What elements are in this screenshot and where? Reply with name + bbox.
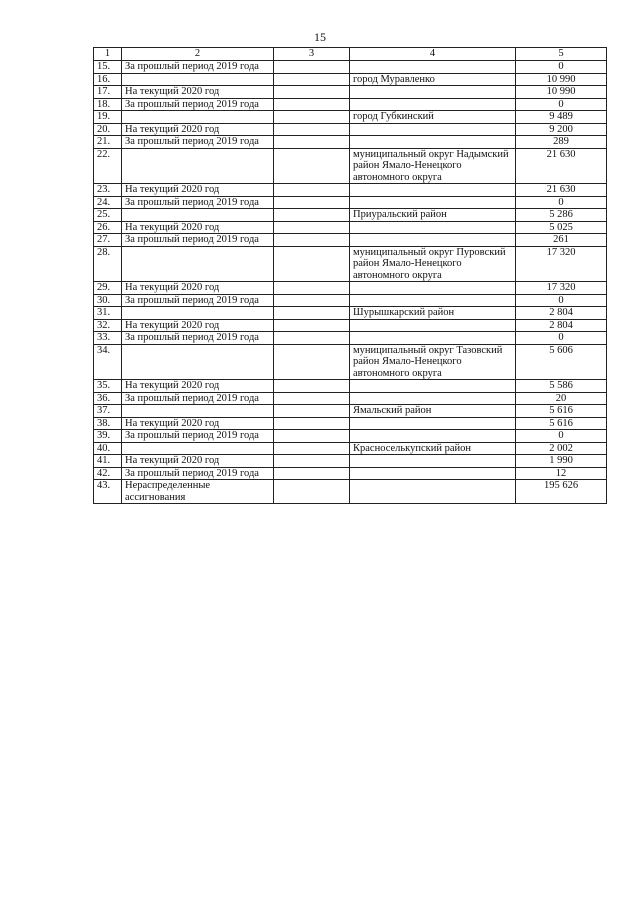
amount-cell: 5 616 (516, 417, 607, 430)
column-3-cell (274, 392, 350, 405)
table-row (94, 148, 607, 184)
allocation-table (93, 47, 607, 504)
table-row (94, 455, 607, 468)
table-row (94, 246, 607, 282)
municipality-cell: город Муравленко (350, 73, 516, 86)
row-number: 20. (94, 123, 122, 136)
table-row (94, 86, 607, 99)
amount-cell: 9 489 (516, 111, 607, 124)
municipality-cell (350, 98, 516, 111)
row-number: 16. (94, 73, 122, 86)
period-cell (122, 111, 274, 124)
column-3-cell (274, 209, 350, 222)
amount-cell: 0 (516, 430, 607, 443)
row-number: 23. (94, 184, 122, 197)
period-cell: За прошлый период 2019 года (122, 332, 274, 345)
period-cell: За прошлый период 2019 года (122, 136, 274, 149)
municipality-cell (350, 455, 516, 468)
amount-cell: 289 (516, 136, 607, 149)
column-3-cell (274, 307, 350, 320)
page-number: 15 (314, 30, 326, 44)
column-number-row (94, 48, 607, 61)
period-cell: На текущий 2020 год (122, 184, 274, 197)
column-3-cell (274, 294, 350, 307)
row-number: 39. (94, 430, 122, 443)
row-number: 41. (94, 455, 122, 468)
table-row (94, 344, 607, 380)
period-cell: За прошлый период 2019 года (122, 294, 274, 307)
row-number: 21. (94, 136, 122, 149)
row-number: 19. (94, 111, 122, 124)
period-cell: За прошлый период 2019 года (122, 430, 274, 443)
column-3-cell (274, 467, 350, 480)
table-row (94, 209, 607, 222)
amount-cell: 21 630 (516, 184, 607, 197)
row-number: 29. (94, 282, 122, 295)
row-number: 30. (94, 294, 122, 307)
table-row (94, 392, 607, 405)
municipality-cell (350, 221, 516, 234)
column-3-cell (274, 221, 350, 234)
row-number: 25. (94, 209, 122, 222)
period-cell (122, 442, 274, 455)
period-cell: За прошлый период 2019 года (122, 61, 274, 74)
table-row (94, 467, 607, 480)
municipality-cell (350, 430, 516, 443)
column-header-2: 2 (122, 48, 274, 61)
table-row (94, 442, 607, 455)
municipality-cell: Красноселькупский район (350, 442, 516, 455)
amount-cell: 12 (516, 467, 607, 480)
period-cell: На текущий 2020 год (122, 380, 274, 393)
row-number: 33. (94, 332, 122, 345)
row-number: 34. (94, 344, 122, 380)
amount-cell: 0 (516, 332, 607, 345)
column-3-cell (274, 196, 350, 209)
period-cell: За прошлый период 2019 года (122, 467, 274, 480)
period-cell: На текущий 2020 год (122, 417, 274, 430)
period-cell (122, 246, 274, 282)
municipality-cell (350, 417, 516, 430)
column-3-cell (274, 86, 350, 99)
column-3-cell (274, 430, 350, 443)
table-row (94, 234, 607, 247)
row-number: 42. (94, 467, 122, 480)
row-number: 18. (94, 98, 122, 111)
column-header-5: 5 (516, 48, 607, 61)
municipality-cell (350, 196, 516, 209)
column-3-cell (274, 98, 350, 111)
municipality-cell: город Губкинский (350, 111, 516, 124)
municipality-cell (350, 123, 516, 136)
table-body (94, 61, 607, 504)
table-row (94, 319, 607, 332)
municipality-cell: муниципальный округ Тазовский район Ямало-Ненецкого автономного округа (350, 344, 516, 380)
table-row (94, 307, 607, 320)
period-cell: На текущий 2020 год (122, 282, 274, 295)
table-row (94, 380, 607, 393)
column-header-3: 3 (274, 48, 350, 61)
column-header-4: 4 (350, 48, 516, 61)
column-3-cell (274, 332, 350, 345)
municipality-cell (350, 332, 516, 345)
amount-cell: 17 320 (516, 282, 607, 295)
column-3-cell (274, 442, 350, 455)
period-cell: На текущий 2020 год (122, 319, 274, 332)
period-cell: На текущий 2020 год (122, 221, 274, 234)
municipality-cell (350, 294, 516, 307)
amount-cell: 0 (516, 294, 607, 307)
column-3-cell (274, 111, 350, 124)
row-number: 35. (94, 380, 122, 393)
column-3-cell (274, 380, 350, 393)
municipality-cell (350, 86, 516, 99)
amount-cell: 10 990 (516, 73, 607, 86)
amount-cell: 1 990 (516, 455, 607, 468)
column-3-cell (274, 136, 350, 149)
municipality-cell (350, 282, 516, 295)
period-cell: Нераспределенные ассигнования (122, 480, 274, 504)
column-3-cell (274, 61, 350, 74)
amount-cell: 5 586 (516, 380, 607, 393)
municipality-cell (350, 184, 516, 197)
municipality-cell: Ямальский район (350, 405, 516, 418)
table-row (94, 417, 607, 430)
period-cell: На текущий 2020 год (122, 123, 274, 136)
column-3-cell (274, 282, 350, 295)
amount-cell: 2 804 (516, 319, 607, 332)
table-row (94, 73, 607, 86)
period-cell: На текущий 2020 год (122, 86, 274, 99)
row-number: 22. (94, 148, 122, 184)
row-number: 40. (94, 442, 122, 455)
column-3-cell (274, 234, 350, 247)
row-number: 17. (94, 86, 122, 99)
row-number: 32. (94, 319, 122, 332)
amount-cell: 5 616 (516, 405, 607, 418)
amount-cell: 0 (516, 196, 607, 209)
column-3-cell (274, 246, 350, 282)
amount-cell: 261 (516, 234, 607, 247)
table-row (94, 294, 607, 307)
amount-cell: 0 (516, 98, 607, 111)
amount-cell: 9 200 (516, 123, 607, 136)
column-3-cell (274, 405, 350, 418)
period-cell: За прошлый период 2019 года (122, 98, 274, 111)
municipality-cell (350, 467, 516, 480)
municipality-cell: Приуральский район (350, 209, 516, 222)
table-row (94, 221, 607, 234)
municipality-cell: муниципальный округ Пуровский район Ямало-Ненецкого автономного округа (350, 246, 516, 282)
column-3-cell (274, 480, 350, 504)
period-cell (122, 344, 274, 380)
row-number: 36. (94, 392, 122, 405)
amount-cell: 5 606 (516, 344, 607, 380)
municipality-cell (350, 392, 516, 405)
amount-cell: 2 804 (516, 307, 607, 320)
amount-cell: 5 286 (516, 209, 607, 222)
municipality-cell (350, 480, 516, 504)
column-3-cell (274, 344, 350, 380)
municipality-cell (350, 61, 516, 74)
period-cell (122, 73, 274, 86)
column-3-cell (274, 319, 350, 332)
table-row (94, 430, 607, 443)
row-number: 28. (94, 246, 122, 282)
table-row (94, 405, 607, 418)
table-row (94, 111, 607, 124)
column-3-cell (274, 417, 350, 430)
municipality-cell: Шурышкарский район (350, 307, 516, 320)
period-cell: За прошлый период 2019 года (122, 196, 274, 209)
table-row (94, 196, 607, 209)
row-number: 38. (94, 417, 122, 430)
period-cell: На текущий 2020 год (122, 455, 274, 468)
table-row (94, 282, 607, 295)
table-row (94, 123, 607, 136)
period-cell (122, 209, 274, 222)
column-header-1: 1 (94, 48, 122, 61)
row-number: 26. (94, 221, 122, 234)
municipality-cell (350, 234, 516, 247)
table-row (94, 98, 607, 111)
row-number: 24. (94, 196, 122, 209)
table-row (94, 332, 607, 345)
row-number: 27. (94, 234, 122, 247)
municipality-cell (350, 380, 516, 393)
table-row (94, 480, 607, 504)
column-3-cell (274, 148, 350, 184)
amount-cell: 10 990 (516, 86, 607, 99)
row-number: 31. (94, 307, 122, 320)
column-3-cell (274, 184, 350, 197)
municipality-cell: муниципальный округ Надымский район Ямало-Ненецкого автономного округа (350, 148, 516, 184)
municipality-cell (350, 136, 516, 149)
period-cell (122, 307, 274, 320)
amount-cell: 2 002 (516, 442, 607, 455)
row-number: 43. (94, 480, 122, 504)
period-cell (122, 148, 274, 184)
amount-cell: 195 626 (516, 480, 607, 504)
row-number: 37. (94, 405, 122, 418)
column-3-cell (274, 123, 350, 136)
period-cell: За прошлый период 2019 года (122, 392, 274, 405)
table-row (94, 61, 607, 74)
amount-cell: 0 (516, 61, 607, 74)
period-cell (122, 405, 274, 418)
period-cell: За прошлый период 2019 года (122, 234, 274, 247)
table-row (94, 184, 607, 197)
amount-cell: 5 025 (516, 221, 607, 234)
column-3-cell (274, 455, 350, 468)
column-3-cell (274, 73, 350, 86)
amount-cell: 21 630 (516, 148, 607, 184)
table-row (94, 136, 607, 149)
amount-cell: 17 320 (516, 246, 607, 282)
amount-cell: 20 (516, 392, 607, 405)
row-number: 15. (94, 61, 122, 74)
municipality-cell (350, 319, 516, 332)
